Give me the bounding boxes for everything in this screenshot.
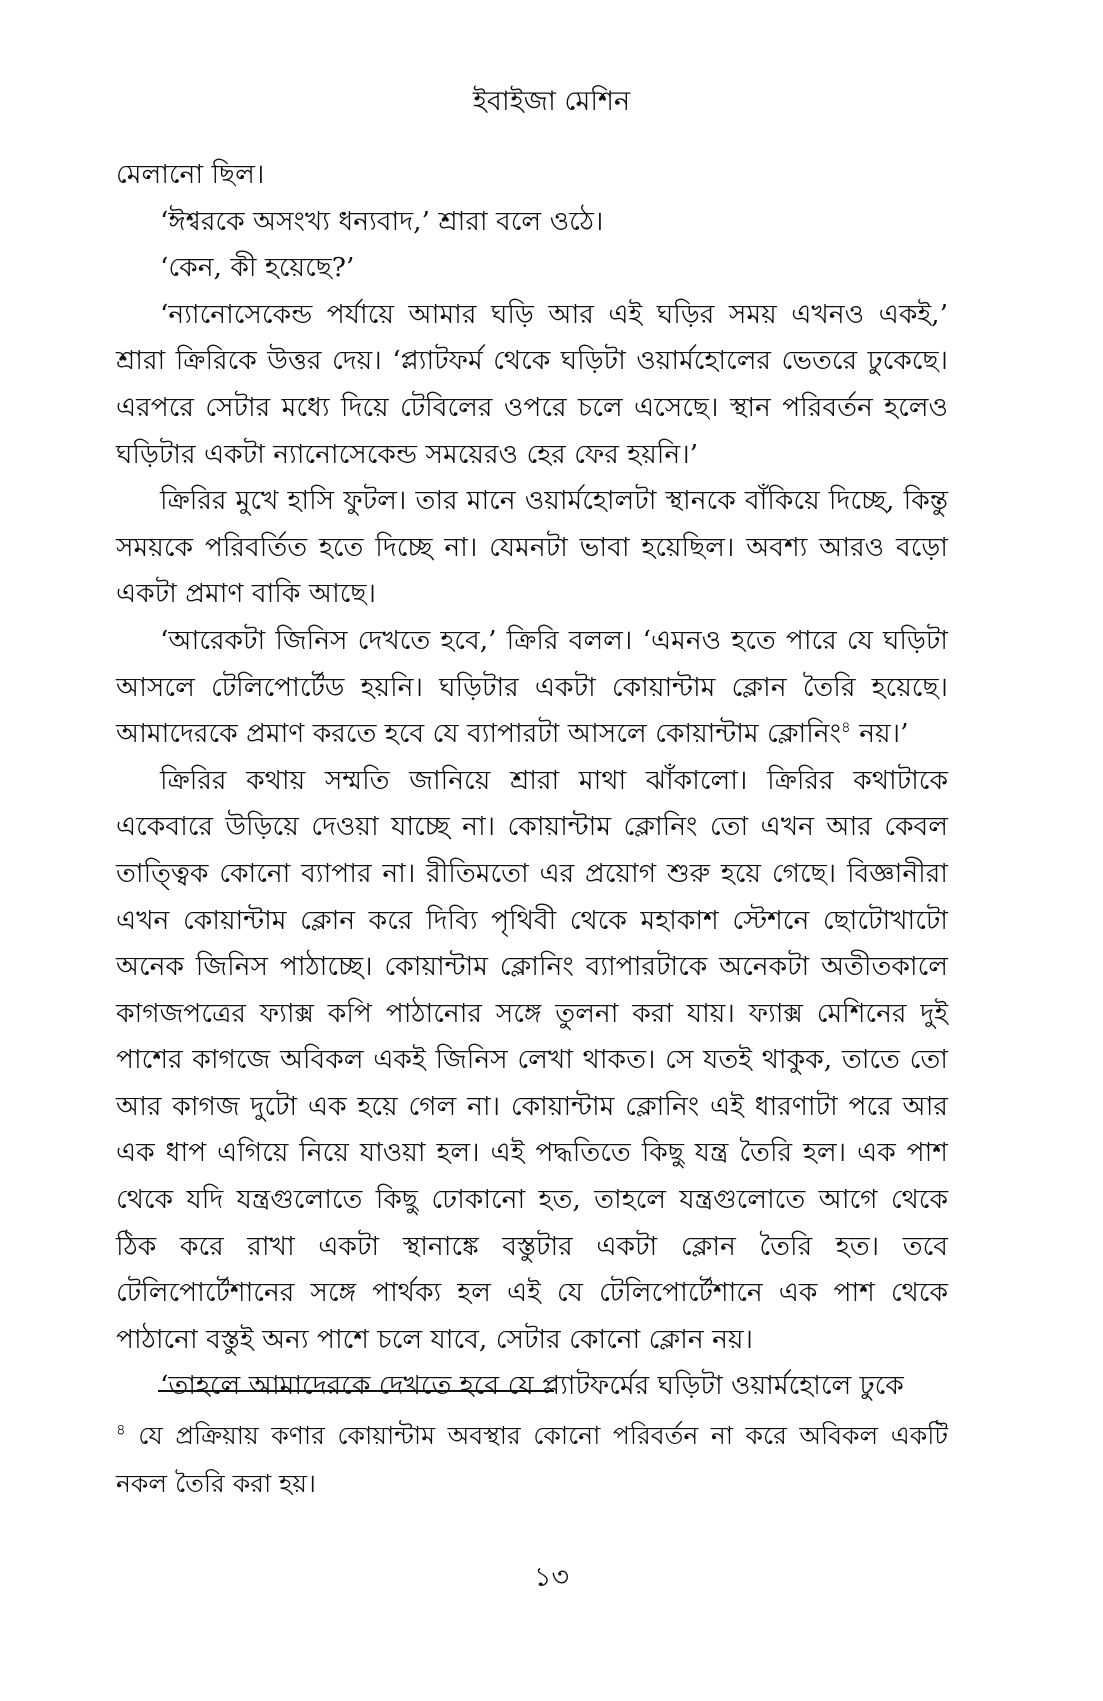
footnote-text [116,1412,948,1508]
paragraph: ‘তাহলে আমাদেরকে দেখতে হবে যে প্ল্যাটফর্মের ঘড়িটা ওয়ার্মহোলে ঢুকে [160,1370,904,1402]
page-number: ১৩ [533,1562,570,1593]
paragraph: ‘ন্যানোসেকেন্ড পর্যায়ে আমার ঘড়ি আর এই ঘড়ির সময় এখনও একই,’ শ্রারা ক্রিরিকে উত্তর দেয়। ‘প্ল্যাটফর্ম থেকে ঘড়িটা ওয়ার্মহোলের ভেতরে ঢুকেছে। এরপরে সেটার মধ্যে দিয়ে টেবিলের ওপরে চলে এসেছে। স্থান পরিবর্তন হলেও ঘড়িটার একটা ন্যানোসেকেন্ড সময়েরও হের ফের হয়নি।’ [116,298,948,470]
paragraph-text: ‘আরেকটা জিনিস দেখতে হবে,’ ক্রিরি বলল। ‘এমনও হতে পারে যে ঘড়িটা আসলে টেলিপোর্টেড হয়নি। ঘড়িটার একটা কোয়ান্টাম ক্লোন তৈরি হয়েছে। আমাদেরকে প্রমাণ করতে হবে যে ব্যাপারটা আসলে কোয়ান্টাম ক্লোনিং [116,624,948,750]
paragraph-with-footnote-ref [116,618,948,758]
running-head: ইবাইজা মেশিন [472,86,631,117]
footnote-divider [158,1390,554,1392]
paragraph: ‘ঈশ্বরকে অসংখ্য ধন্যবাদ,’ শ্রারা বলে ওঠে। [160,205,604,237]
footnote [116,1412,948,1508]
paragraph-continued: মেলানো ছিল। [116,159,265,190]
body-text [116,152,948,1410]
paragraph: ‘কেন, কী হয়েছে?’ [160,252,355,284]
paragraph-text: নয়।’ [850,718,909,750]
footnote-mark: ৪ [116,1420,126,1439]
footnote-reference: ৪ [841,718,851,737]
footnote-body: যে প্রক্রিয়ায় কণার কোয়ান্টাম অবস্থার কোনো পরিবর্তন না করে অবিকল একটি নকল তৈরি করা হয়। [116,1421,948,1498]
paragraph: ক্রিরির মুখে হাসি ফুটল। তার মানে ওয়ার্মহোলটা স্থানকে বাঁকিয়ে দিচ্ছে, কিন্তু সময়কে পরিবর্তিত হতে দিচ্ছে না। যেমনটা ভাবা হয়েছিল। অবশ্য আরও বড়ো একটা প্রমাণ বাকি আছে। [116,485,948,610]
paragraph: ক্রিরির কথায় সম্মতি জানিয়ে শ্রারা মাথা ঝাঁকালো। ক্রিরির কথাটাকে একেবারে উড়িয়ে দেওয়া যাচ্ছে না। কোয়ান্টাম ক্লোনিং তো এখন আর কেবল তাত্ত্বিক কোনো ব্যাপার না। রীতিমতো এর প্রয়োগ শুরু হয়ে গেছে। বিজ্ঞানীরা এখন কোয়ান্টাম ক্লোন করে দিব্যি পৃথিবী থেকে মহাকাশ স্টেশনে ছোটোখাটো অনেক জিনিস পাঠাচ্ছে। কোয়ান্টাম ক্লোনিং ব্যাপারটাকে অনেকটা অতীতকালে কাগজপত্রের ফ্যাক্স কপি পাঠানোর সঙ্গে তুলনা করা যায়। ফ্যাক্স মেশিনের দুই পাশের কাগজে অবিকল একই জিনিস লেখা থাকত। সে যতই থাকুক, তাতে তো আর কাগজ দুটো এক হয়ে গেল না। কোয়ান্টাম ক্লোনিং এই ধারণাটা পরে আর এক ধাপ এগিয়ে নিয়ে যাওয়া হল। এই পদ্ধতিতে কিছু যন্ত্র তৈরি হল। এক পাশ থেকে যদি যন্ত্রগুলোতে কিছু ঢোকানো হত, তাহলে যন্ত্রগুলোতে আগে থেকে ঠিক করে রাখা একটা স্থানাঙ্কে বস্তুটার একটা ক্লোন তৈরি হত। তবে টেলিপোর্টেশানের সঙ্গে পার্থক্য হল এই যে টেলিপোর্টেশানে এক পাশ থেকে পাঠানো বস্তুই অন্য পাশে চলে যাবে, সেটার কোনো ক্লোন নয়। [116,764,948,1355]
